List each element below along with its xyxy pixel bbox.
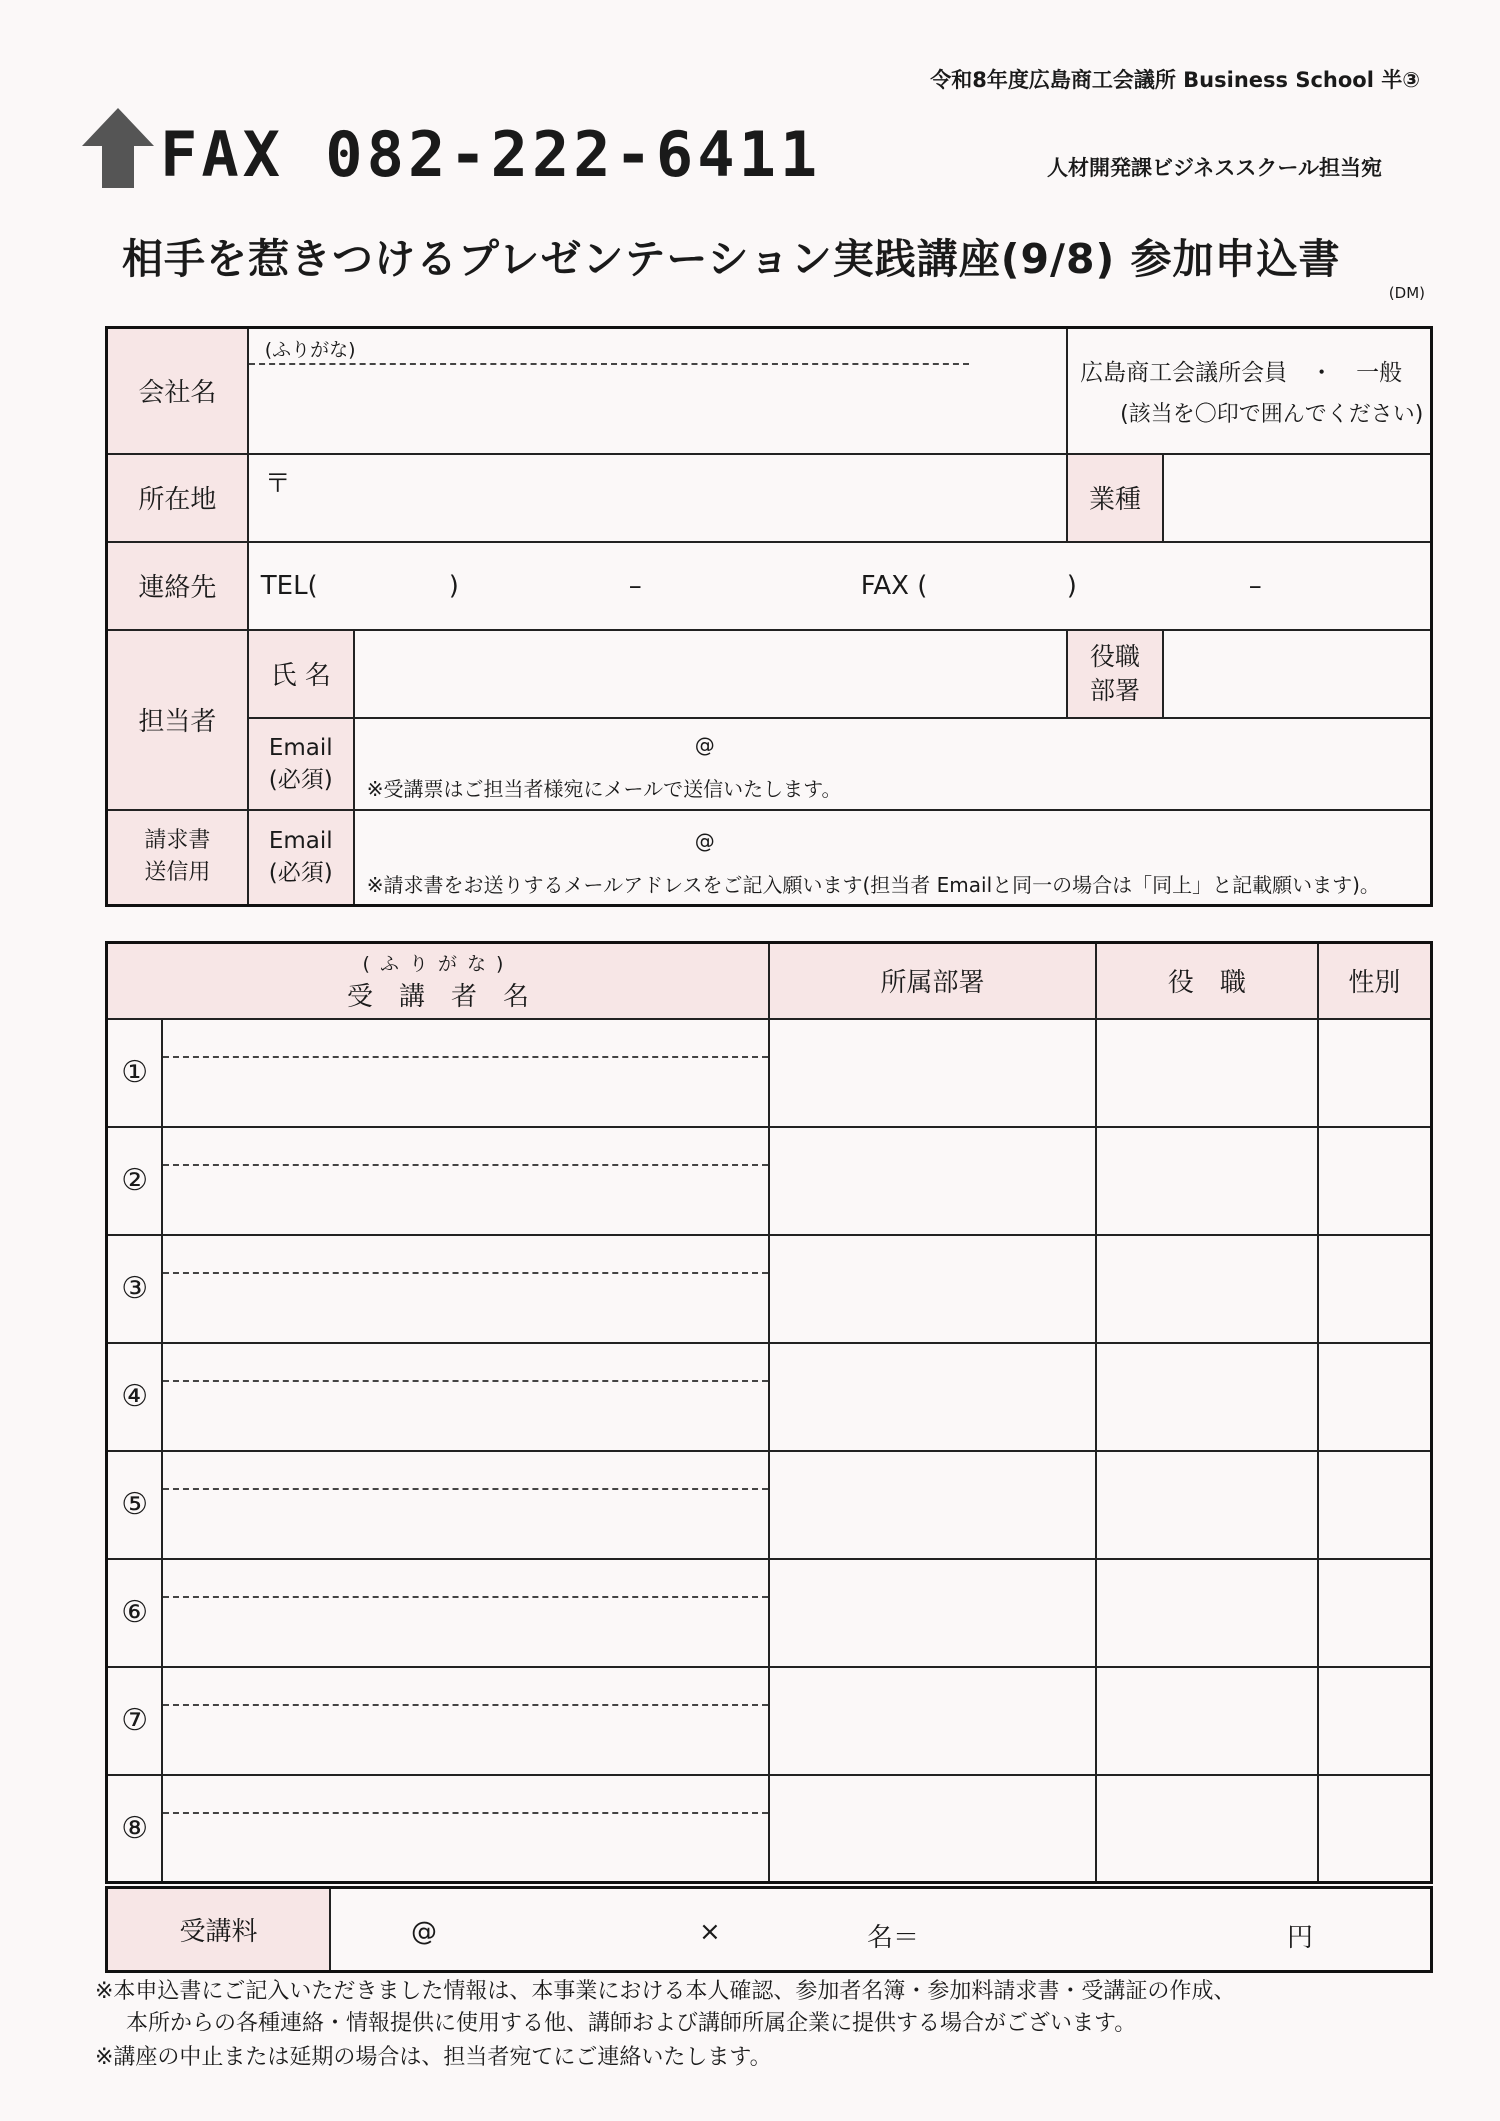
attendee-role-field[interactable] (1096, 1451, 1318, 1559)
applicant-info-table (105, 326, 1433, 907)
person-label: 担当者 (107, 630, 248, 810)
invoice-email-label-2: (必須) (268, 860, 333, 887)
attendee-number: ④ (107, 1343, 163, 1451)
attendee-furigana-header: (ふりがな) (362, 952, 514, 975)
invoice-label-2: 送信用 (144, 860, 211, 886)
attendee-role-field[interactable] (1096, 1559, 1318, 1667)
arrow-up-icon (82, 108, 154, 188)
attendee-furigana-line (163, 1560, 767, 1598)
contact-label: 連絡先 (107, 542, 248, 630)
attendee-role-field[interactable] (1096, 1235, 1318, 1343)
attendee-furigana-line (163, 1344, 767, 1382)
fee-table (105, 1886, 1433, 1973)
footer-note-3: ※講座の中止または延期の場合は、担当者宛てにご連絡いたします。 (95, 2045, 772, 2070)
attendee-name-field[interactable] (162, 1343, 768, 1451)
attendee-number: ⑦ (107, 1667, 163, 1775)
attendee-name-field[interactable] (162, 1019, 768, 1127)
attendee-row (107, 1127, 1432, 1235)
invoice-label-1: 請求書 (144, 828, 211, 854)
dm-mark: (DM) (1388, 284, 1425, 302)
attendee-furigana-line (163, 1776, 767, 1814)
attendee-gender-field[interactable] (1318, 1019, 1432, 1127)
role-label-1: 役職 (1089, 641, 1140, 671)
attendee-gender-field[interactable] (1318, 1775, 1432, 1883)
attendee-row (107, 1775, 1432, 1883)
name-label: 氏 名 (248, 630, 354, 718)
company-label: 会社名 (107, 328, 248, 454)
email-label (248, 718, 354, 810)
attendee-row (107, 1235, 1432, 1343)
attendee-name-field[interactable] (162, 1235, 768, 1343)
tel-close: ) (448, 570, 459, 601)
member-choice[interactable]: 広島商工会議所会員 ・ 一般 (1080, 359, 1403, 386)
department-recipient: 人材開発課ビジネススクール担当宛 (1047, 156, 1382, 180)
company-furigana: (ふりがな) (249, 329, 969, 365)
attendee-role-field[interactable] (1096, 1127, 1318, 1235)
person-name-field[interactable] (354, 630, 1067, 718)
attendee-gender-header: 性別 (1318, 943, 1432, 1019)
attendee-dept-field[interactable] (769, 1667, 1096, 1775)
attendee-row (107, 1667, 1432, 1775)
fee-yen: 円 (1287, 1923, 1314, 1953)
industry-field[interactable] (1163, 454, 1432, 542)
fax-number: FAX 082-222-6411 (160, 118, 822, 191)
attendee-row (107, 1559, 1432, 1667)
industry-label: 業種 (1067, 454, 1163, 542)
attendee-row (107, 1451, 1432, 1559)
attendee-name-field[interactable] (162, 1559, 768, 1667)
attendee-row (107, 1343, 1432, 1451)
email-note: ※受講票はご担当者様宛にメールで送信いたします。 (366, 776, 842, 801)
role-label-2: 部署 (1089, 675, 1140, 705)
fee-label: 受講料 (107, 1888, 331, 1972)
form-title: 相手を惹きつけるプレゼンテーション実践講座(9/8) 参加申込書 (122, 235, 1341, 283)
attendee-furigana-line (163, 1236, 767, 1274)
email-label-2: (必須) (268, 766, 333, 793)
email-label-1: Email (268, 734, 333, 761)
attendee-dept-field[interactable] (769, 1775, 1096, 1883)
attendee-gender-field[interactable] (1318, 1667, 1432, 1775)
attendee-gender-field[interactable] (1318, 1559, 1432, 1667)
fee-count: 名＝ (867, 1923, 920, 1953)
invoice-label (107, 810, 248, 906)
attendee-role-field[interactable] (1096, 1667, 1318, 1775)
attendee-gender-field[interactable] (1318, 1343, 1432, 1451)
address-field[interactable] (248, 454, 1067, 542)
attendee-role-field[interactable] (1096, 1019, 1318, 1127)
attendee-dept-field[interactable] (769, 1343, 1096, 1451)
tel-dash: – (628, 570, 642, 601)
fax-label: FAX ( (860, 570, 928, 601)
attendee-gender-field[interactable] (1318, 1451, 1432, 1559)
attendee-role-field[interactable] (1096, 1343, 1318, 1451)
tel-label: TEL( (260, 570, 318, 601)
attendees-table (105, 941, 1433, 1884)
invoice-email-label (248, 810, 354, 906)
attendee-number: ① (107, 1019, 163, 1127)
fax-dash: – (1248, 570, 1262, 601)
invoice-email-field[interactable] (354, 810, 1432, 906)
attendee-dept-field[interactable] (769, 1559, 1096, 1667)
attendee-number: ⑤ (107, 1451, 163, 1559)
email-field[interactable] (354, 718, 1432, 810)
member-note: (該当を〇印で囲んでください) (1120, 401, 1424, 427)
attendee-name-field[interactable] (162, 1667, 768, 1775)
attendee-dept-field[interactable] (769, 1019, 1096, 1127)
series-label: 令和8年度広島商工会議所 Business School 半③ (930, 68, 1420, 92)
attendee-dept-field[interactable] (769, 1127, 1096, 1235)
attendee-dept-field[interactable] (769, 1451, 1096, 1559)
attendee-name-header-text: 受 講 者 名 (346, 981, 529, 1012)
postal-mark: 〒 (264, 468, 291, 499)
attendee-number: ② (107, 1127, 163, 1235)
attendee-dept-field[interactable] (769, 1235, 1096, 1343)
company-name-field[interactable] (248, 328, 1067, 454)
role-field[interactable] (1163, 630, 1432, 718)
role-label (1067, 630, 1163, 718)
attendee-row (107, 1019, 1432, 1127)
attendee-role-field[interactable] (1096, 1775, 1318, 1883)
invoice-email-label-1: Email (268, 828, 333, 855)
footer-note-1: ※本申込書にご記入いただきました情報は、本事業における本人確認、参加者名簿・参加料請求書・受講証の作成、 (95, 1979, 1236, 2004)
email-at: @ (694, 732, 715, 757)
attendee-gender-field[interactable] (1318, 1235, 1432, 1343)
attendee-name-field[interactable] (162, 1451, 768, 1559)
attendee-furigana-line (163, 1020, 767, 1058)
attendee-dept-header: 所属部署 (769, 943, 1096, 1019)
address-label: 所在地 (107, 454, 248, 542)
fee-at: @ (411, 1917, 438, 1947)
attendee-gender-field[interactable] (1318, 1127, 1432, 1235)
attendee-role-header: 役 職 (1096, 943, 1318, 1019)
attendee-number: ⑧ (107, 1775, 163, 1883)
attendee-furigana-line (163, 1452, 767, 1490)
attendee-furigana-line (163, 1668, 767, 1706)
contact-field[interactable] (248, 542, 1432, 630)
fax-close: ) (1066, 570, 1077, 601)
invoice-at: @ (694, 828, 715, 853)
attendee-number: ③ (107, 1235, 163, 1343)
attendee-furigana-line (163, 1128, 767, 1166)
attendee-number: ⑥ (107, 1559, 163, 1667)
attendee-name-field[interactable] (162, 1775, 768, 1883)
footer-note-2: 本所からの各種連絡・情報提供に使用する他、講師および講師所属企業に提供する場合がございます。 (126, 2011, 1137, 2036)
fee-times: × (699, 1917, 721, 1947)
invoice-note: ※請求書をお送りするメールアドレスをご記入願います(担当者 Emailと同一の場合は「同上」と記載願います)。 (366, 872, 1380, 897)
attendee-name-header (107, 943, 769, 1019)
attendee-name-field[interactable] (162, 1127, 768, 1235)
fee-field[interactable] (330, 1888, 1431, 1972)
